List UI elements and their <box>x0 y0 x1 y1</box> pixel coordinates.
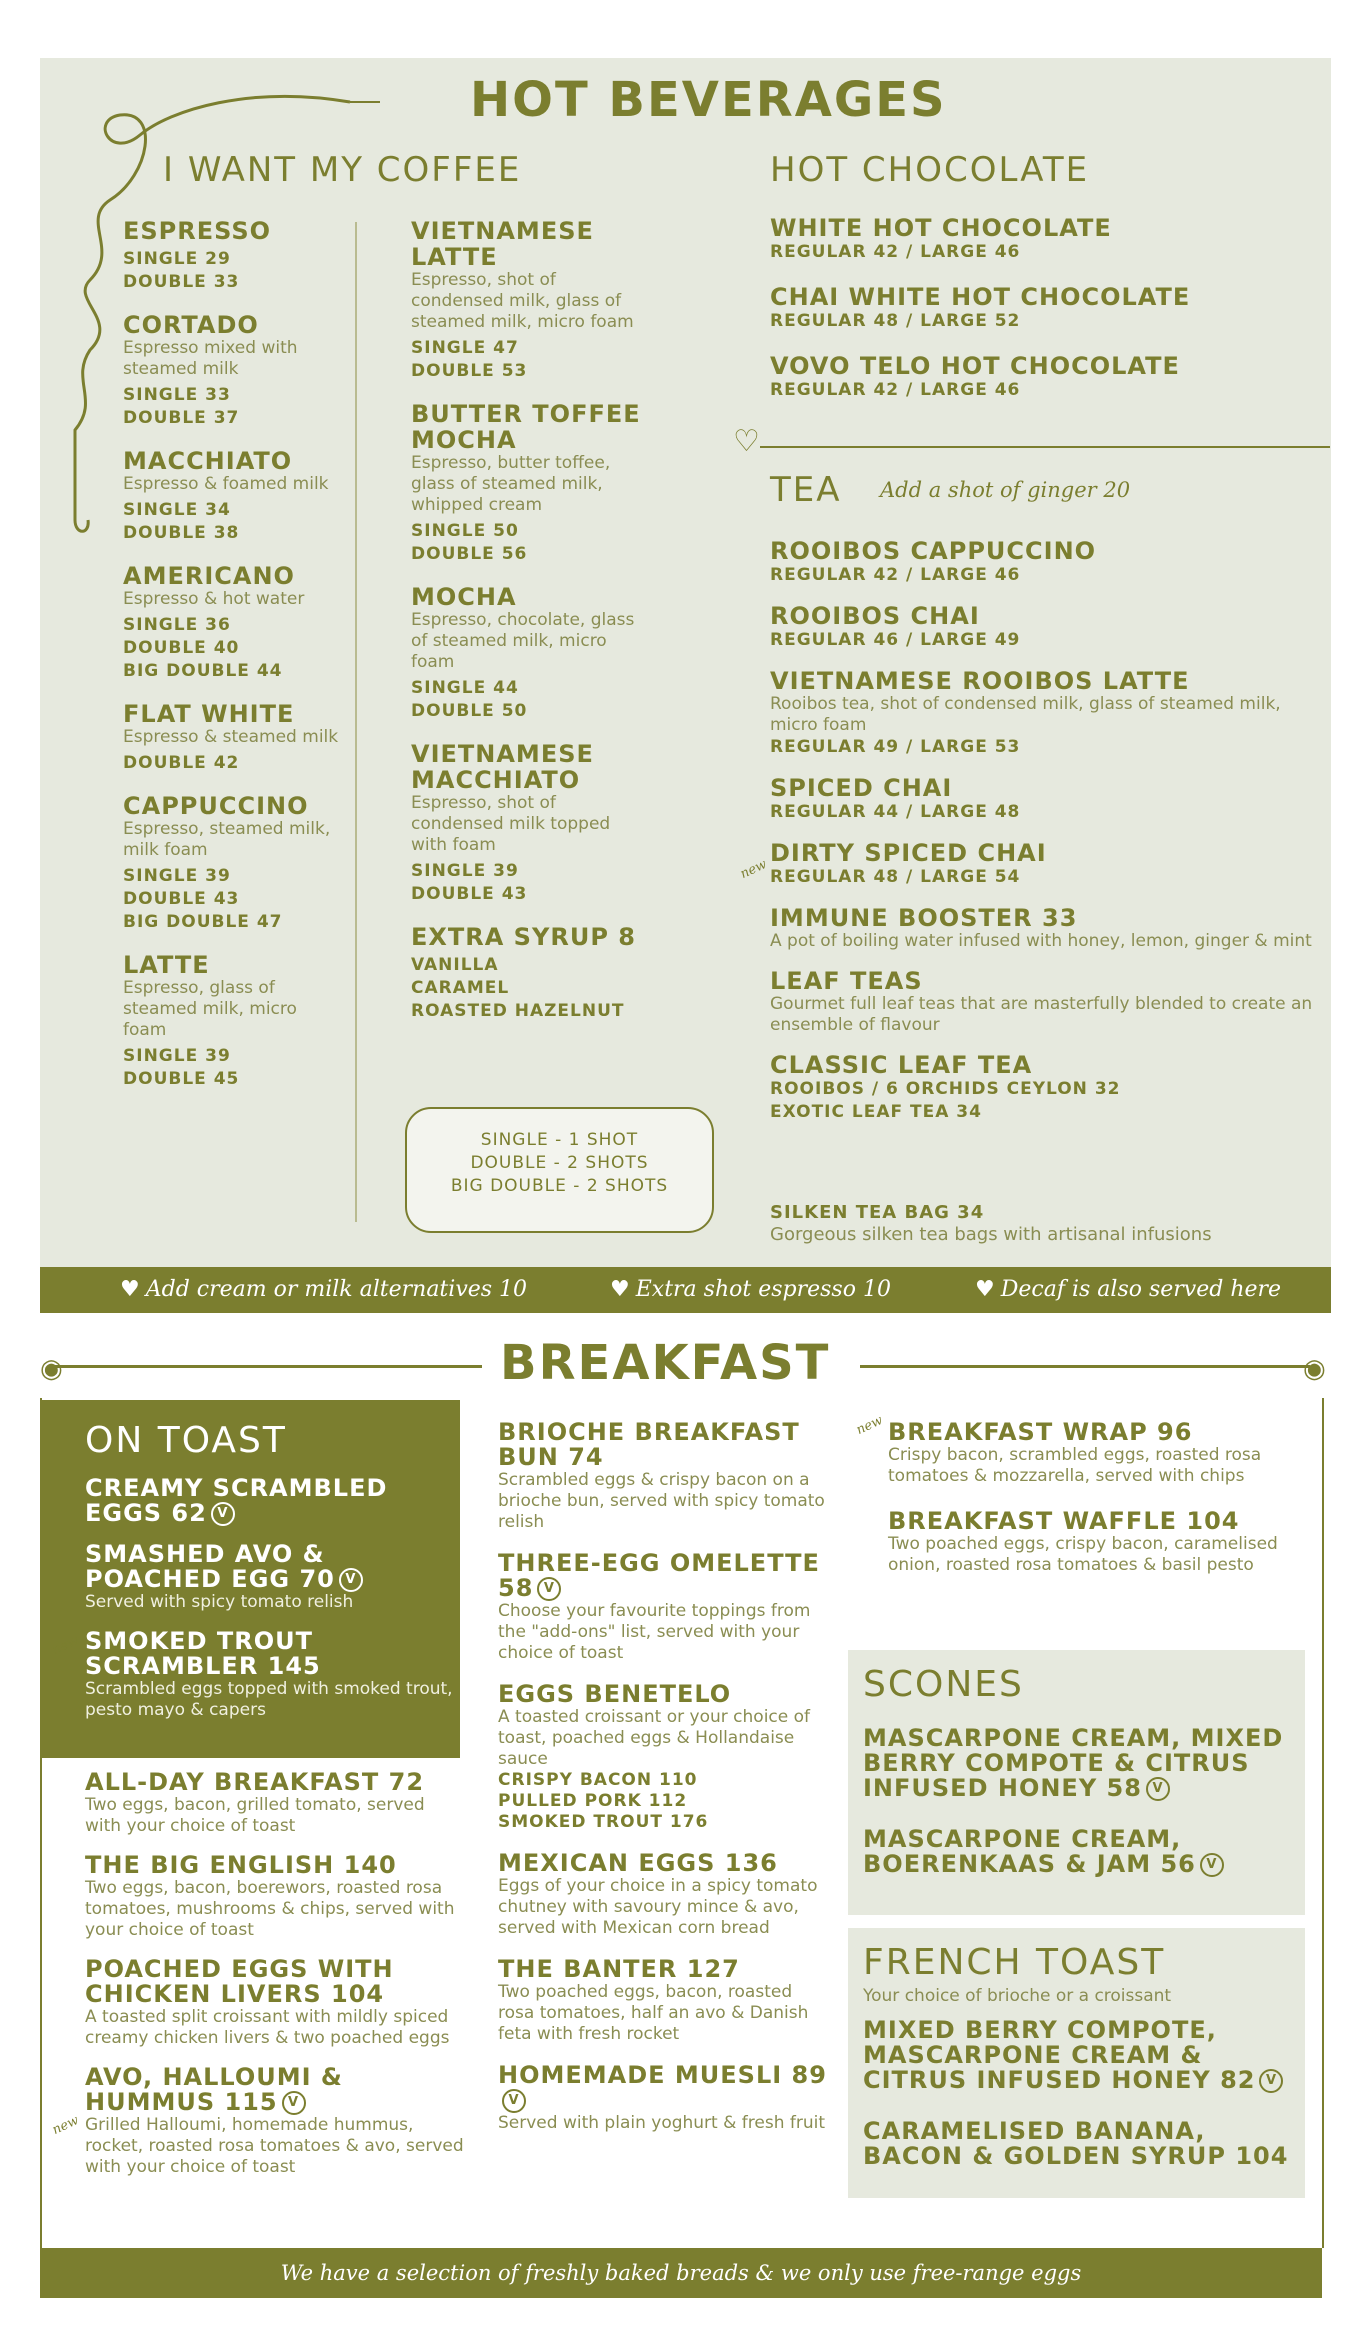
item-price: DOUBLE 53 <box>411 361 528 381</box>
item-price: DOUBLE 38 <box>123 523 240 543</box>
vegetarian-icon: V <box>282 2091 306 2115</box>
french-toast-title: FRENCH TOAST <box>863 1942 1166 1983</box>
item-prices <box>123 1045 343 1091</box>
breakfast-column-3 <box>888 1420 1288 1598</box>
scones-title: SCONES <box>863 1664 1024 1705</box>
breakfast-item <box>863 2018 1293 2093</box>
item-price: REGULAR 42 / LARGE 46 <box>770 565 1021 585</box>
hot-chocolate-title: HOT CHOCOLATE <box>770 150 1090 190</box>
silken-tea-item <box>770 1201 1330 1245</box>
item-name: MACCHIATO <box>123 447 293 475</box>
item-prices <box>411 337 641 383</box>
breakfast-item <box>888 1420 1288 1487</box>
item-price: SINGLE 33 <box>123 385 231 405</box>
item-name <box>85 1957 465 2007</box>
item-price: DOUBLE 37 <box>123 408 240 428</box>
coffee-item <box>411 924 641 1023</box>
decaf-note: ♥ Decaf is also served here <box>975 1277 1281 1302</box>
item-prices <box>123 384 343 430</box>
item-name <box>888 1420 1288 1445</box>
item-desc: Gourmet full leaf teas that are masterfully blended to create an ensemble of flavour <box>770 994 1313 1035</box>
item-price: DOUBLE 45 <box>123 1069 240 1089</box>
shots-note-line: BIG DOUBLE - 2 SHOTS <box>450 1176 669 1196</box>
breakfast-item <box>498 1420 828 1533</box>
item-price: SINGLE 44 <box>411 678 519 698</box>
item-price: REGULAR 44 / LARGE 48 <box>770 802 1021 822</box>
item-name: EXTRA SYRUP 8 <box>411 923 636 951</box>
tea-item <box>770 905 1330 952</box>
shots-note-box <box>405 1107 714 1233</box>
vegetarian-icon: V <box>502 2089 526 2113</box>
item-name <box>888 1509 1288 1534</box>
item-name: CLASSIC LEAF TEA <box>770 1051 1033 1079</box>
item-name: CORTADO <box>123 311 259 339</box>
new-tag: new <box>50 2112 82 2139</box>
item-prices <box>411 954 641 1023</box>
item-desc: Two poached eggs, bacon, roasted rosa tomatoes, half an avo & Danish feta with fresh rocket <box>498 1982 809 2044</box>
scones-box <box>848 1650 1305 1915</box>
on-toast-list <box>85 1476 455 1737</box>
item-name: LEAF TEAS <box>770 967 923 995</box>
item-name: MOCHA <box>411 583 517 611</box>
item-name-text: MASCARPONE CREAM, MIXED BERRY COMPOTE & CITRUS INFUSED HONEY 58 <box>863 1724 1284 1802</box>
breakfast-item <box>863 1726 1293 1801</box>
item-name-text: BREAKFAST WAFFLE 104 <box>888 1507 1240 1535</box>
item-name-text: THE BIG ENGLISH 140 <box>85 1851 397 1879</box>
item-price: VANILLA <box>411 955 499 975</box>
item-name <box>498 1420 828 1470</box>
coffee-item <box>123 218 343 294</box>
item-name: CAPPUCCINO <box>123 792 309 820</box>
on-toast-box <box>40 1400 460 1758</box>
silken-tea-desc: Gorgeous silken tea bags with artisanal infusions <box>770 1224 1212 1245</box>
item-desc: Espresso & hot water <box>123 589 305 609</box>
item-price: SINGLE 50 <box>411 521 519 541</box>
item-name-text: BREAKFAST WRAP 96 <box>888 1418 1193 1446</box>
item-name <box>85 1770 465 1795</box>
item-price: CARAMEL <box>411 978 510 998</box>
item-desc: Crispy bacon, scrambled eggs, roasted rosa tomatoes & mozzarella, served with chips <box>888 1445 1262 1486</box>
item-name: VIETNAMESE MACCHIATO <box>411 740 594 794</box>
coffee-item <box>123 563 343 683</box>
tea-item <box>770 538 1330 587</box>
item-name-text: MASCARPONE CREAM, BOERENKAAS & JAM 56 <box>863 1825 1196 1878</box>
coffee-item <box>123 793 343 934</box>
item-price: REGULAR 46 / LARGE 49 <box>770 630 1021 650</box>
item-prices <box>123 248 343 294</box>
item-desc: A toasted croissant or your choice of toast, poached eggs & Hollandaise sauce <box>498 1707 811 1769</box>
item-name: VIETNAMESE LATTE <box>411 217 594 271</box>
tea-item <box>770 668 1330 759</box>
item-desc: Grilled Halloumi, homemade hummus, rocket, roasted rosa tomatoes & avo, served with your choice of toast <box>85 2115 464 2177</box>
item-name: VOVO TELO HOT CHOCOLATE <box>770 352 1180 380</box>
scroll-left-icon: ◉ <box>40 1354 63 1384</box>
coffee-column-1 <box>123 218 343 1109</box>
item-price: BIG DOUBLE 44 <box>123 661 283 681</box>
silken-tea-name: SILKEN TEA BAG 34 <box>770 1202 985 1223</box>
breakfast-column-2 <box>498 1420 828 2152</box>
item-name-text: POACHED EGGS WITH CHICKEN LIVERS 104 <box>85 1955 394 2008</box>
breakfast-item <box>85 1853 465 1941</box>
item-name: LATTE <box>123 951 210 979</box>
item-name: ROOIBOS CHAI <box>770 602 980 630</box>
item-price: REGULAR 42 / LARGE 46 <box>770 380 1021 400</box>
item-price: DOUBLE 33 <box>123 272 240 292</box>
item-price: DOUBLE 43 <box>123 889 240 909</box>
item-desc: Scrambled eggs & crispy bacon on a brioche bun, served with spicy tomato relish <box>498 1470 825 1532</box>
coffee-section-title: I WANT MY COFFEE <box>163 150 522 190</box>
item-name-text: EGGS BENETELO <box>498 1680 732 1708</box>
coffee-item <box>123 312 343 430</box>
item-price: SINGLE 39 <box>123 1046 231 1066</box>
item-desc: Two eggs, bacon, boerewors, roasted rosa tomatoes, mushrooms & chips, served with your choice of toast <box>85 1878 455 1940</box>
item-name-text: THREE-EGG OMELETTE 58 <box>498 1549 820 1602</box>
item-prices <box>411 677 641 723</box>
item-name <box>85 2065 465 2115</box>
item-name <box>498 2063 828 2113</box>
new-tag: new <box>854 1412 886 1439</box>
breakfast-column-1 <box>85 1770 465 2194</box>
item-desc: A pot of boiling water infused with honey, lemon, ginger & mint <box>770 931 1312 951</box>
hot-chocolate-item <box>770 284 1310 333</box>
tea-column <box>770 538 1330 1140</box>
item-name <box>85 1853 465 1878</box>
item-name <box>498 1682 828 1707</box>
vegetarian-icon: V <box>1146 1777 1170 1801</box>
breakfast-item <box>498 1957 828 2045</box>
new-tag: new <box>50 1632 82 1659</box>
tea-divider <box>760 446 1330 448</box>
item-name-text: BRIOCHE BREAKFAST BUN 74 <box>498 1418 800 1471</box>
item-desc: Espresso, steamed milk, milk foam <box>123 819 331 860</box>
item-price: DOUBLE 50 <box>411 701 528 721</box>
vegetarian-icon: V <box>537 1577 561 1601</box>
vegetarian-icon: V <box>339 1568 363 1592</box>
item-prices <box>123 752 343 775</box>
item-name: FLAT WHITE <box>123 700 295 728</box>
hot-beverages-title: HOT BEVERAGES <box>470 72 947 128</box>
shots-note-line: SINGLE - 1 SHOT <box>480 1130 639 1150</box>
coffee-item <box>123 448 343 545</box>
item-desc: Espresso mixed with steamed milk <box>123 338 298 379</box>
item-name <box>85 1629 455 1679</box>
item-name-text: CARAMELISED BANANA, BACON & GOLDEN SYRUP 104 <box>863 2117 1289 2170</box>
breakfast-item <box>888 1509 1288 1576</box>
item-name: ESPRESSO <box>123 217 272 245</box>
item-name <box>863 2119 1293 2169</box>
breakfast-item <box>85 1476 455 1526</box>
item-name: SPICED CHAI <box>770 774 953 802</box>
breakfast-item <box>498 1851 828 1939</box>
item-prices <box>123 614 343 683</box>
item-price: SINGLE 39 <box>123 866 231 886</box>
item-price: SINGLE 29 <box>123 249 231 269</box>
extra-cream-note: ♥ Add cream or milk alternatives 10 <box>120 1277 527 1302</box>
item-name <box>498 1957 828 1982</box>
item-name-text: CREAMY SCRAMBLED EGGS 62 <box>85 1474 388 1527</box>
item-desc: Espresso & steamed milk <box>123 727 339 747</box>
item-desc: Espresso, chocolate, glass of steamed milk, micro foam <box>411 610 635 672</box>
item-name: DIRTY SPICED CHAI <box>770 839 1047 867</box>
item-option: PULLED PORK 112 <box>498 1791 688 1811</box>
breakfast-title: BREAKFAST <box>500 1335 831 1391</box>
item-price: SINGLE 34 <box>123 500 231 520</box>
item-name-text: SMASHED AVO & POACHED EGG 70 <box>85 1540 335 1593</box>
item-name <box>85 1476 455 1526</box>
hot-chocolate-column <box>770 215 1310 422</box>
item-prices <box>411 520 641 566</box>
item-price: REGULAR 42 / LARGE 46 <box>770 242 1021 262</box>
tea-item <box>770 968 1330 1036</box>
breakfast-item <box>85 2065 465 2178</box>
coffee-item <box>123 952 343 1091</box>
item-price: BIG DOUBLE 47 <box>123 912 283 932</box>
item-name-text: SMOKED TROUT SCRAMBLER 145 <box>85 1627 321 1680</box>
breakfast-item <box>85 1957 465 2049</box>
breakfast-item <box>498 1551 828 1664</box>
item-name <box>498 1551 828 1601</box>
item-price: REGULAR 49 / LARGE 53 <box>770 737 1021 757</box>
item-price: REGULAR 48 / LARGE 52 <box>770 311 1021 331</box>
scroll-right-icon: ◉ <box>1303 1354 1326 1384</box>
item-price: REGULAR 48 / LARGE 54 <box>770 867 1021 887</box>
item-prices <box>123 499 343 545</box>
item-price: DOUBLE 40 <box>123 638 240 658</box>
tea-ginger-note: Add a shot of ginger 20 <box>880 478 1131 502</box>
item-desc: Two eggs, bacon, grilled tomato, served with your choice of toast <box>85 1795 425 1836</box>
coffee-item <box>123 701 343 775</box>
hot-extras-bar <box>40 1267 1331 1313</box>
item-desc: A toasted split croissant with mildly spiced creamy chicken livers & two poached eggs <box>85 2007 450 2048</box>
item-desc: Two poached eggs, crispy bacon, caramelised onion, roasted rosa tomatoes & basil pesto <box>888 1534 1278 1575</box>
scones-list <box>863 1726 1293 1903</box>
on-toast-title: ON TOAST <box>85 1420 287 1461</box>
item-name <box>863 1827 1293 1877</box>
item-price: ROOIBOS / 6 ORCHIDS CEYLON 32 EXOTIC LEAF TEA 34 <box>770 1079 1121 1122</box>
item-desc: Eggs of your choice in a spicy tomato chutney with savoury mince & avo, served with Mexican corn bread <box>498 1876 818 1938</box>
breakfast-footer-bar: We have a selection of freshly baked breads & we only use free-range eggs <box>40 2248 1322 2298</box>
item-name <box>498 1851 828 1876</box>
item-desc: Rooibos tea, shot of condensed milk, glass of steamed milk, micro foam <box>770 694 1281 735</box>
item-price: DOUBLE 56 <box>411 544 528 564</box>
item-prices <box>411 860 641 906</box>
tea-item <box>770 775 1330 824</box>
item-prices <box>123 865 343 934</box>
french-toast-sub: Your choice of brioche or a croissant <box>863 1986 1172 2006</box>
item-price: DOUBLE 43 <box>411 884 528 904</box>
extra-shot-note: ♥ Extra shot espresso 10 <box>610 1277 891 1302</box>
item-name: AMERICANO <box>123 562 295 590</box>
coffee-item <box>411 584 641 723</box>
breakfast-item <box>863 2119 1293 2169</box>
breakfast-item <box>85 1542 455 1613</box>
breakfast-item <box>85 1770 465 1837</box>
hot-chocolate-item <box>770 353 1310 402</box>
breakfast-item <box>498 1682 828 1833</box>
breakfast-rule-left <box>52 1365 482 1368</box>
coffee-column-2 <box>411 218 641 1041</box>
item-name: IMMUNE BOOSTER 33 <box>770 904 1078 932</box>
coffee-item <box>411 741 641 906</box>
vegetarian-icon: V <box>1259 2069 1283 2093</box>
column-divider <box>355 222 357 1222</box>
item-name-text: THE BANTER 127 <box>498 1955 740 1983</box>
vegetarian-icon: V <box>1200 1853 1224 1877</box>
item-name-text: HOMEMADE MUESLI 89 <box>498 2061 827 2089</box>
coffee-item <box>411 401 641 566</box>
breakfast-item <box>863 1827 1293 1877</box>
breakfast-rule-right <box>860 1365 1310 1368</box>
tea-item <box>770 840 1330 889</box>
item-option: SMOKED TROUT 176 <box>498 1812 709 1832</box>
item-name <box>85 1542 455 1592</box>
new-tag: new <box>738 856 770 883</box>
item-desc: Espresso, glass of steamed milk, micro foam <box>123 978 297 1040</box>
vegetarian-icon: V <box>211 1502 235 1526</box>
tea-item <box>770 603 1330 652</box>
breakfast-item <box>85 1629 455 1721</box>
item-name-text: MIXED BERRY COMPOTE, MASCARPONE CREAM & CITRUS INFUSED HONEY 82 <box>863 2016 1256 2094</box>
item-desc: Served with spicy tomato relish <box>85 1592 354 1612</box>
french-toast-list <box>863 2018 1293 2195</box>
item-desc: Espresso & foamed milk <box>123 474 329 494</box>
tea-item <box>770 1052 1330 1124</box>
item-desc: Espresso, shot of condensed milk topped with foam <box>411 793 611 855</box>
french-toast-box <box>848 1928 1305 2198</box>
item-name <box>863 1726 1293 1801</box>
shots-note-line: DOUBLE - 2 SHOTS <box>470 1153 649 1173</box>
heart-icon: ♡ <box>733 424 760 459</box>
item-price: SINGLE 47 <box>411 338 519 358</box>
item-name <box>863 2018 1293 2093</box>
coffee-item <box>411 218 641 383</box>
item-desc: Scrambled eggs topped with smoked trout, pesto mayo & capers <box>85 1679 453 1720</box>
item-name: WHITE HOT CHOCOLATE <box>770 214 1112 242</box>
item-name-text: AVO, HALLOUMI & HUMMUS 115 <box>85 2063 343 2116</box>
item-price: ROASTED HAZELNUT <box>411 1001 625 1021</box>
item-name: BUTTER TOFFEE MOCHA <box>411 400 641 454</box>
item-price: SINGLE 39 <box>411 861 519 881</box>
item-price: DOUBLE 42 <box>123 753 240 773</box>
item-desc: Choose your favourite toppings from the "add-ons" list, served with your choice of toast <box>498 1601 811 1663</box>
item-name: CHAI WHITE HOT CHOCOLATE <box>770 283 1191 311</box>
item-desc: Espresso, butter toffee, glass of steamed milk, whipped cream <box>411 453 611 515</box>
item-desc: Espresso, shot of condensed milk, glass of steamed milk, micro foam <box>411 270 634 332</box>
item-option: CRISPY BACON 110 <box>498 1770 698 1790</box>
item-name-text: MEXICAN EGGS 136 <box>498 1849 778 1877</box>
item-name: VIETNAMESE ROOIBOS LATTE <box>770 667 1190 695</box>
item-name: ROOIBOS CAPPUCCINO <box>770 537 1097 565</box>
item-desc: Served with plain yoghurt & fresh fruit <box>498 2113 826 2133</box>
tea-title: TEA <box>770 470 842 510</box>
hot-chocolate-item <box>770 215 1310 264</box>
item-name-text: ALL-DAY BREAKFAST 72 <box>85 1768 425 1796</box>
breakfast-item <box>498 2063 828 2134</box>
item-price: SINGLE 36 <box>123 615 231 635</box>
